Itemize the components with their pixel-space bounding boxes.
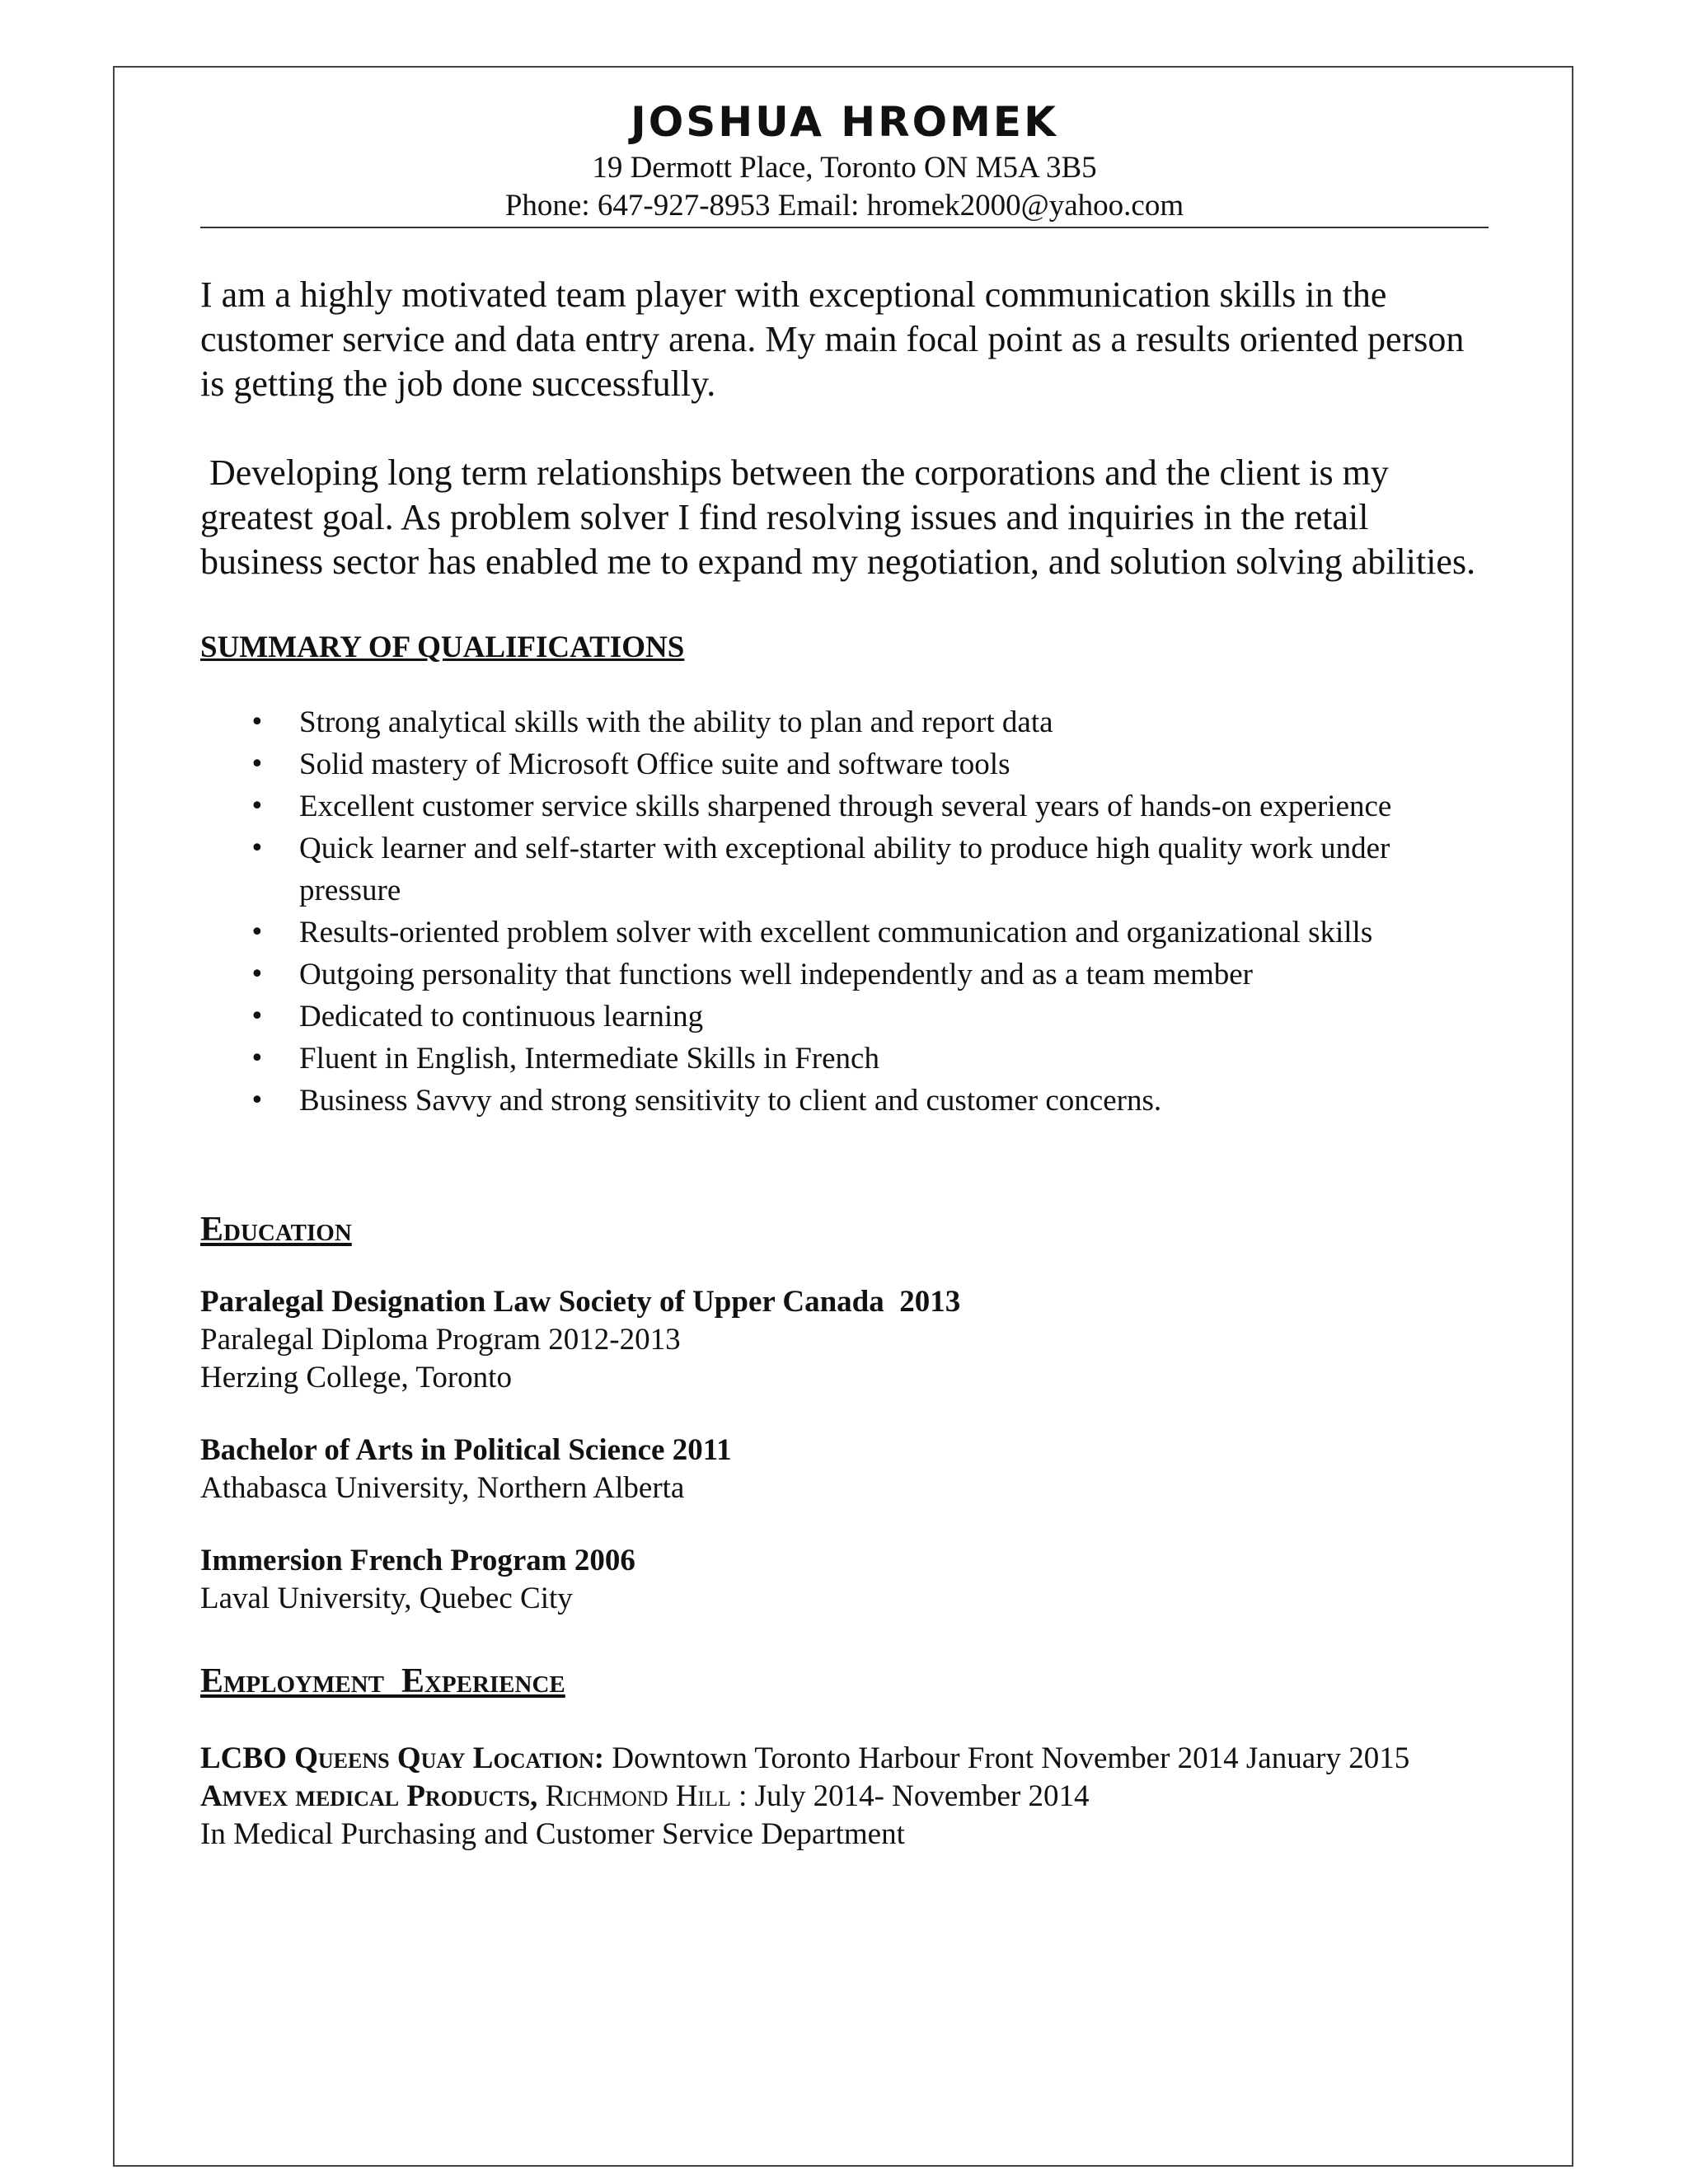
- candidate-name: JOSHUA HROMEK: [631, 98, 1058, 146]
- bullet-icon: •: [250, 1002, 265, 1031]
- job-employer: Amvex medical Products,: [200, 1779, 538, 1813]
- intro-paragraph-2: Developing long term relationships between the corporations and the client is my greatest goal. As problem solver I find resolving issues and inquiries in the retail business sector has enabled me to expand my negotiation, and solution solving abilities.: [200, 452, 1476, 582]
- contact-line: Phone: 647-927-8953 Email: hromek2000@yahoo.com: [504, 189, 1184, 223]
- education-detail: Laval University, Quebec City: [200, 1582, 573, 1615]
- job-entry: [200, 1778, 1489, 1854]
- education-heading: Immersion French Program 2006: [200, 1544, 635, 1577]
- education-section-title: Education: [200, 1211, 352, 1249]
- header-divider: [200, 227, 1489, 228]
- job-details: : July 2014- November 2014: [730, 1779, 1090, 1813]
- job-location: Richmond Hill: [537, 1779, 731, 1813]
- list-item: • Results-oriented problem solver with excellent communication and organizational skills: [200, 912, 1489, 954]
- list-item: • Strong analytical skills with the ability to plan and report data: [200, 701, 1489, 743]
- education-detail: Athabasca University, Northern Alberta: [200, 1471, 685, 1505]
- bullet-icon: •: [250, 834, 265, 863]
- bullet-icon: •: [250, 1044, 265, 1073]
- job-department: In Medical Purchasing and Customer Service Department: [200, 1817, 905, 1851]
- education-heading: Paralegal Designation Law Society of Upper Canada 2013: [200, 1285, 961, 1319]
- list-item: • Fluent in English, Intermediate Skills in French: [200, 1038, 1489, 1080]
- education-detail: Herzing College, Toronto: [200, 1361, 512, 1394]
- list-item: • Quick learner and self-starter with exceptional ability to produce high quality work under pressure: [200, 827, 1489, 912]
- list-item: • Excellent customer service skills sharpened through several years of hands-on experience: [200, 785, 1489, 827]
- job-details: Downtown Toronto Harbour Front November 2014 January 2015: [604, 1741, 1410, 1775]
- intro-paragraph-1: I am a highly motivated team player with exceptional communication skills in the customer service and data entry arena. My main focal point as a results oriented person is getting the job done successfully.: [200, 274, 1465, 404]
- job-entry: [200, 1740, 1489, 1778]
- bullet-icon: •: [250, 1086, 265, 1115]
- job-employer: LCBO Queens Quay Location:: [200, 1741, 605, 1775]
- list-item: • Business Savvy and strong sensitivity to client and customer concerns.: [200, 1080, 1489, 1122]
- education-entry: [200, 1542, 1489, 1618]
- summary-section-title: SUMMARY OF QUALIFICATIONS: [200, 630, 685, 664]
- education-entry: [200, 1283, 1489, 1397]
- list-item: • Solid mastery of Microsoft Office suite and software tools: [200, 743, 1489, 785]
- list-item: • Outgoing personality that functions well independently and as a team member: [200, 954, 1489, 996]
- employment-section-title: Employment Experience: [200, 1662, 565, 1700]
- education-heading: Bachelor of Arts in Political Science 2011: [200, 1433, 732, 1467]
- education-entry: [200, 1432, 1489, 1507]
- list-item: • Dedicated to continuous learning: [200, 996, 1489, 1038]
- bullet-icon: •: [250, 750, 265, 779]
- address-line: 19 Dermott Place, Toronto ON M5A 3B5: [592, 151, 1097, 185]
- bullet-icon: •: [250, 918, 265, 947]
- qualifications-list: [200, 701, 1489, 1122]
- bullet-icon: •: [250, 708, 265, 737]
- resume-document: [200, 95, 1489, 1854]
- bullet-icon: •: [250, 960, 265, 989]
- education-detail: Paralegal Diploma Program 2012-2013: [200, 1323, 681, 1357]
- bullet-icon: •: [250, 792, 265, 821]
